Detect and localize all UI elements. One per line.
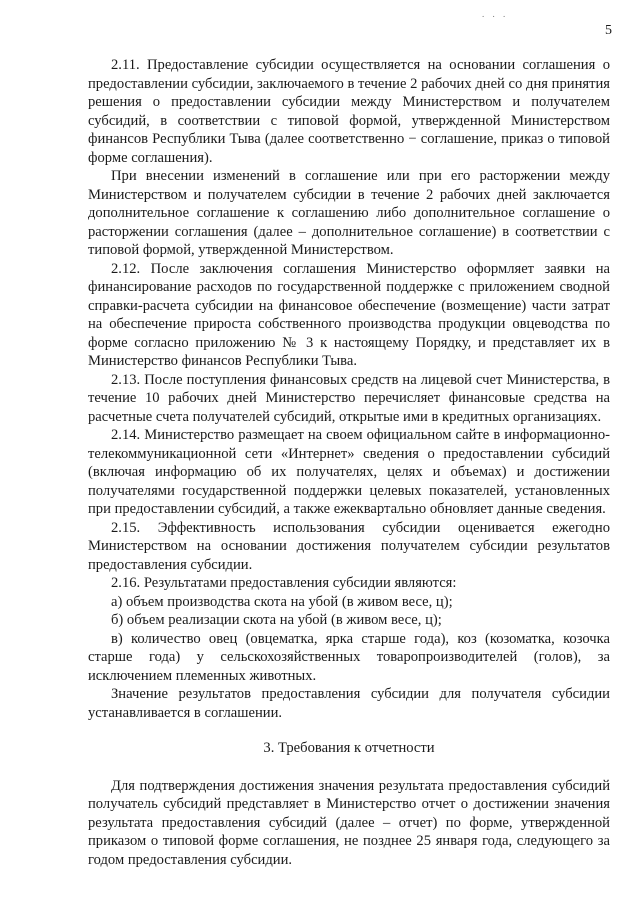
paragraph-result-value: Значение результатов предоставления субсидии для получателя субсидии устанавливается в соглашении. (88, 686, 610, 721)
paragraph-reporting: Для подтверждения достижения значения результата предоставления субсидий получатель субсидий представляет в Министерство отчет о достижении значения результата предоставления субсидий (далее – отчет) по форме, утвержденной приказом о типовой форме соглашения, не позднее 25 января года, следующего за годом предоставления субсидии. (88, 777, 610, 868)
paragraph-2-13: 2.13. После поступления финансовых средств на лицевой счет Министерства, в течение 10 рабочих дней Министерство перечисляет финансовые средства на расчетные счета получателей субсидий, открытые ими в кредитных организациях. (88, 371, 610, 425)
list-item-a: а) объем производства скота на убой (в живом весе, ц); (111, 593, 453, 610)
paragraph-2-15: 2.15. Эффективность использования субсидии оценивается ежегодно Министерством на основании достижения получателем субсидии результатов предоставления субсидии. (88, 519, 610, 573)
paragraph-amendments: При внесении изменений в соглашение или при его расторжении между Министерством и получателем субсидии в течение 2 рабочих дней заключается дополнительное соглашение к соглашению либо дополнительное соглашение о расторжении соглашения (далее – дополнительное соглашение) в соответствии с типовой формой, утвержденной Министерством. (88, 168, 610, 258)
list-item-b: б) объем реализации скота на убой (в живом весе, ц); (111, 612, 442, 628)
paragraph-2-11: 2.11. Предоставление субсидии осуществляется на основании соглашения о предоставлении субсидии, заключаемого в течение 2 рабочих дней со дня принятия решения о предоставлении субсидии между Министерством и получателем субсидий, в соответствии с типовой формой, утвержденной Министерством финансов Республики Тыва (далее соответственно − соглашение, приказ о типовой форме соглашения). (88, 57, 610, 166)
paragraph-2-12: 2.12. После заключения соглашения Министерство оформляет заявки на финансирование расходов по государственной поддержке с приложением сводной справки-расчета субсидии на финансовое обеспечение (возмещение) части затрат на обеспечение прироста собственного производства продукции овцеводства по форме согласно приложению № 3 к настоящему Порядку, и представляет их в Министерство финансов Республики Тыва. (88, 260, 610, 369)
paragraph-2-16: 2.16. Результатами предоставления субсидии являются: (111, 575, 457, 591)
document-body (88, 56, 610, 869)
paragraph-2-14: 2.14. Министерство размещает на своем официальном сайте в информационно-телекоммуникационной сети «Интернет» сведения о предоставлении субсидий (включая информацию об их получателях, целях и объемах) и достижении получателями государственной поддержки целевых показателей, установленных при предоставлении субсидий, а также ежеквартально обновляет данные сведения. (88, 427, 610, 517)
page-number: 5 (605, 23, 612, 38)
section-3-heading: 3. Требования к отчетности (263, 740, 435, 756)
corner-marks: . . . (482, 9, 509, 19)
list-item-c: в) количество овец (овцематка, ярка старше года), коз (козоматка, козочка старше года) у сельскохозяйственных товаропроизводителей (голов), за исключением племенных животных. (88, 630, 610, 684)
